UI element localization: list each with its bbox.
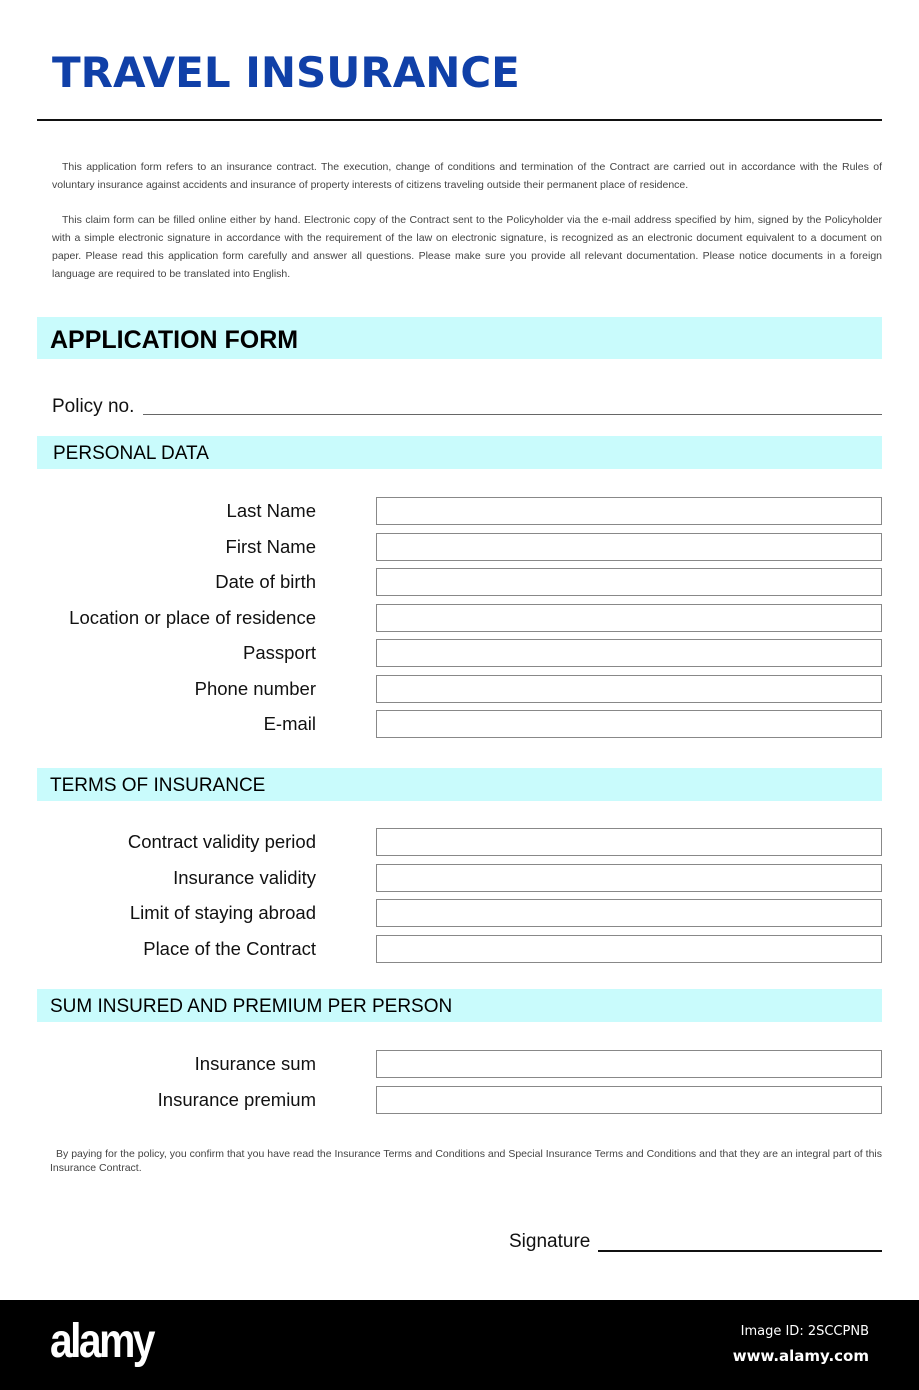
disclaimer-text: By paying for the policy, you confirm that you have read the Insurance Terms and Conditions and Special Insurance Terms and Conditions and that they are an integral part of this Insurance Contract. [50,1148,882,1174]
passport-input[interactable] [376,639,882,667]
watermark-url: www.alamy.com [732,1347,869,1365]
last-name-input[interactable] [376,497,882,525]
field-label: Place of the Contract [143,937,316,959]
limit-of-staying-abroad-input[interactable] [376,899,882,927]
insurance-premium-input[interactable] [376,1086,882,1114]
field-label: First Name [225,535,316,557]
section-title: SUM INSURED AND PREMIUM PER PERSON [50,996,453,1017]
e-mail-input[interactable] [376,710,882,738]
policy-number-input[interactable] [143,398,882,415]
date-of-birth-input[interactable] [376,568,882,596]
location-or-place-of-residence-input[interactable] [376,604,882,632]
alamy-logo: alamy [50,1315,153,1368]
place-of-the-contract-input[interactable] [376,935,882,963]
field-label: Contract validity period [127,831,316,852]
section-title: TERMS OF INSURANCE [50,775,266,796]
field-label: Limit of staying abroad [129,902,316,923]
section-header [37,436,882,469]
field-label: E-mail [263,713,316,734]
field-label: Last Name [226,500,316,521]
insurance-sum-input[interactable] [376,1050,882,1078]
section-header [37,989,882,1022]
form-title: APPLICATION FORM [50,326,299,354]
image-id: Image ID: 2SCCPNB [740,1324,869,1339]
watermark-footer [0,1300,919,1390]
phone-number-input[interactable] [376,675,882,703]
signature-label: Signature [509,1231,591,1252]
section-header [37,768,882,801]
title-divider [37,119,882,121]
field-label: Insurance sum [194,1053,316,1074]
field-label: Phone number [194,677,316,699]
field-label: Insurance premium [157,1088,316,1110]
field-label: Location or place of residence [69,606,316,628]
field-label: Insurance validity [173,866,316,888]
section-title: PERSONAL DATA [53,443,209,464]
intro-paragraph-2: This claim form can be filled online either by hand. Electronic copy of the Contract sent to the Policyholder via the e-mail address specified by him, signed by the Policyholder with a simple electronic signature in accordance with the requirement of the law on electronic signature, is recognized as an electronic document equivalent to a document on paper. Please read this application form carefully and answer all questions. Please make sure you provide all relevant documentation. Please notice documents in a foreign language are required to be translated into English. [52,214,882,280]
document-title: TRAVEL INSURANCE [52,48,520,97]
insurance-validity-input[interactable] [376,864,882,892]
contract-validity-period-input[interactable] [376,828,882,856]
application-form-header [37,317,882,359]
field-label: Date of birth [215,571,316,592]
signature-line[interactable] [598,1250,882,1252]
field-label: Passport [242,642,316,663]
policy-label: Policy no. [52,396,135,417]
first-name-input[interactable] [376,533,882,561]
intro-paragraph-1: This application form refers to an insurance contract. The execution, change of conditions and termination of the Contract are carried out in accordance with the Rules of voluntary insurance against accidents and insurance of property interests of citizens traveling outside their permanent place of residence. [52,161,882,191]
